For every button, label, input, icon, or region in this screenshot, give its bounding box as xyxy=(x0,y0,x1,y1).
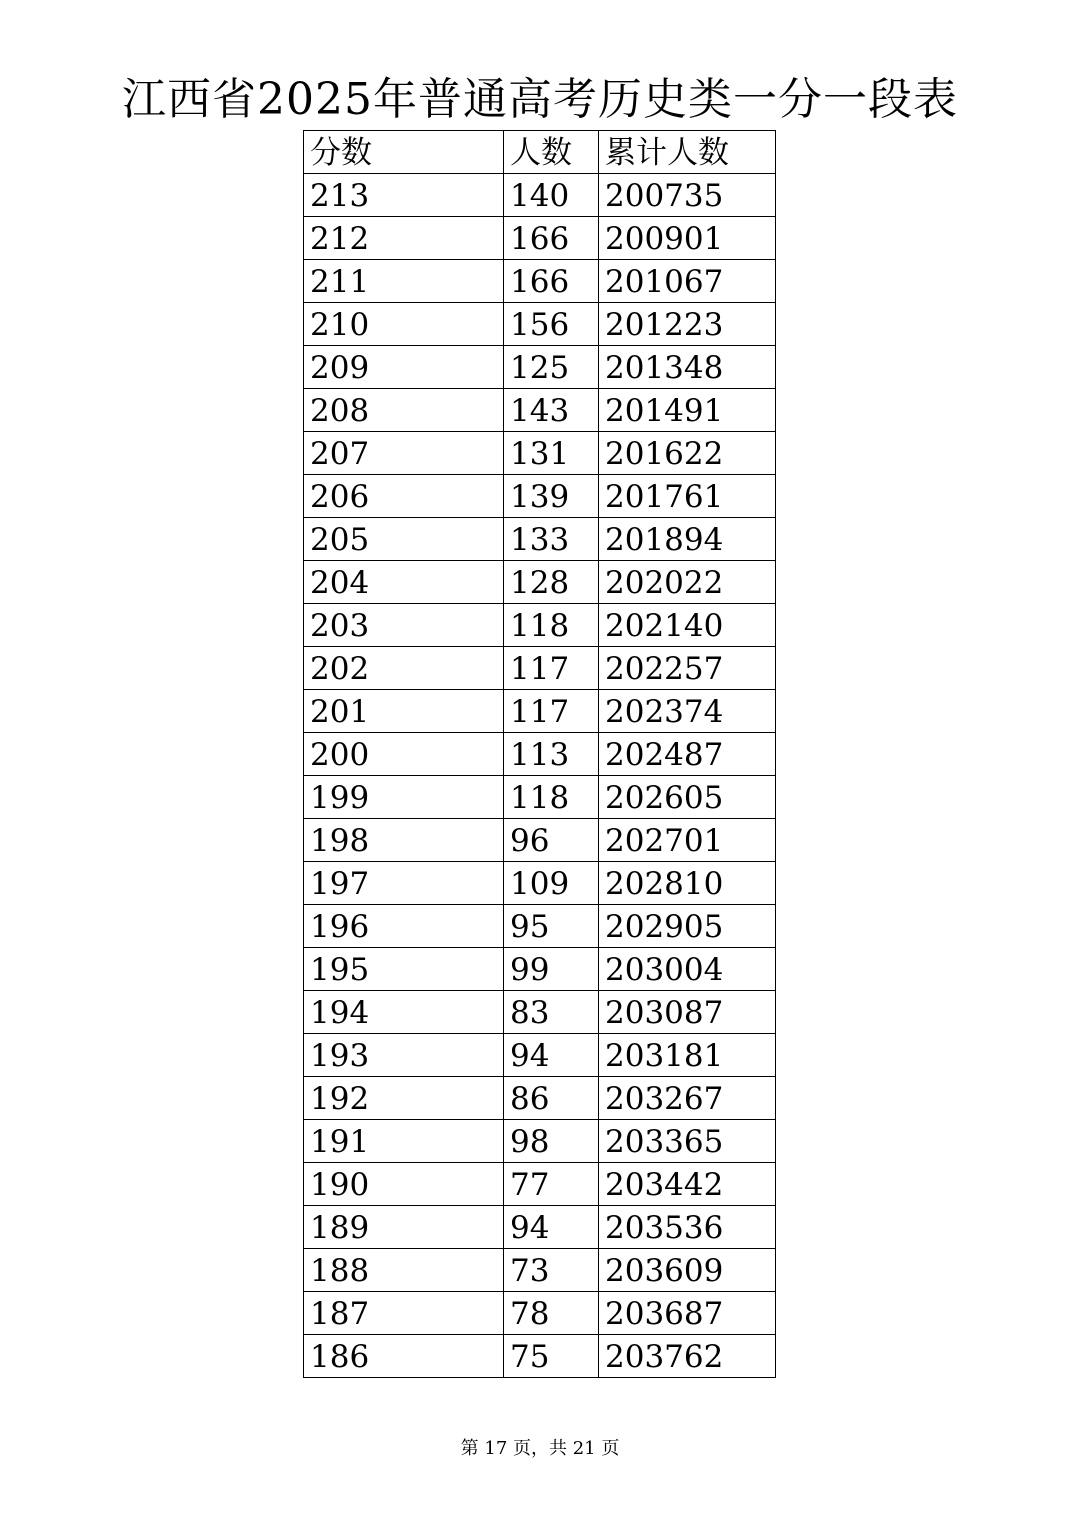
table-row xyxy=(304,819,776,862)
cell-count: 125 xyxy=(504,346,599,389)
cell-cumulative: 202605 xyxy=(599,776,776,819)
table-row xyxy=(304,1249,776,1292)
cell-cumulative: 203687 xyxy=(599,1292,776,1335)
cell-score: 213 xyxy=(304,174,504,217)
table-row xyxy=(304,862,776,905)
cell-count: 83 xyxy=(504,991,599,1034)
cell-count: 140 xyxy=(504,174,599,217)
page-footer: 第 17 页，共 21 页 xyxy=(460,1438,620,1459)
cell-count: 73 xyxy=(504,1249,599,1292)
cell-score: 200 xyxy=(304,733,504,776)
table-row xyxy=(304,518,776,561)
cell-count: 94 xyxy=(504,1206,599,1249)
table-row xyxy=(304,1335,776,1378)
table-row xyxy=(304,604,776,647)
cell-score: 194 xyxy=(304,991,504,1034)
header-cumulative: 累计人数 xyxy=(599,131,776,174)
cell-count: 166 xyxy=(504,217,599,260)
cell-score: 203 xyxy=(304,604,504,647)
cell-cumulative: 202487 xyxy=(599,733,776,776)
cell-score: 201 xyxy=(304,690,504,733)
cell-score: 189 xyxy=(304,1206,504,1249)
cell-score: 210 xyxy=(304,303,504,346)
cell-score: 205 xyxy=(304,518,504,561)
table-row xyxy=(304,432,776,475)
table-row xyxy=(304,991,776,1034)
cell-cumulative: 203762 xyxy=(599,1335,776,1378)
cell-count: 117 xyxy=(504,647,599,690)
cell-cumulative: 200901 xyxy=(599,217,776,260)
cell-cumulative: 201067 xyxy=(599,260,776,303)
cell-count: 78 xyxy=(504,1292,599,1335)
table-row xyxy=(304,647,776,690)
cell-count: 166 xyxy=(504,260,599,303)
table-row xyxy=(304,475,776,518)
cell-count: 96 xyxy=(504,819,599,862)
cell-score: 190 xyxy=(304,1163,504,1206)
cell-count: 128 xyxy=(504,561,599,604)
cell-score: 186 xyxy=(304,1335,504,1378)
cell-count: 131 xyxy=(504,432,599,475)
cell-count: 94 xyxy=(504,1034,599,1077)
cell-score: 197 xyxy=(304,862,504,905)
cell-score: 198 xyxy=(304,819,504,862)
cell-score: 206 xyxy=(304,475,504,518)
cell-score: 191 xyxy=(304,1120,504,1163)
cell-score: 195 xyxy=(304,948,504,991)
cell-cumulative: 203087 xyxy=(599,991,776,1034)
cell-score: 207 xyxy=(304,432,504,475)
score-table xyxy=(303,130,776,1378)
table-row xyxy=(304,1292,776,1335)
cell-count: 109 xyxy=(504,862,599,905)
cell-cumulative: 203181 xyxy=(599,1034,776,1077)
cell-count: 117 xyxy=(504,690,599,733)
cell-score: 209 xyxy=(304,346,504,389)
table-row xyxy=(304,733,776,776)
cell-score: 211 xyxy=(304,260,504,303)
cell-score: 196 xyxy=(304,905,504,948)
cell-cumulative: 200735 xyxy=(599,174,776,217)
cell-count: 95 xyxy=(504,905,599,948)
table-row xyxy=(304,561,776,604)
cell-cumulative: 203004 xyxy=(599,948,776,991)
cell-cumulative: 203609 xyxy=(599,1249,776,1292)
cell-score: 208 xyxy=(304,389,504,432)
page-title: 江西省2025年普通高考历史类一分一段表 xyxy=(122,74,958,125)
cell-count: 118 xyxy=(504,776,599,819)
table-row xyxy=(304,174,776,217)
cell-score: 187 xyxy=(304,1292,504,1335)
cell-cumulative: 202905 xyxy=(599,905,776,948)
cell-cumulative: 203536 xyxy=(599,1206,776,1249)
table-row xyxy=(304,690,776,733)
cell-count: 156 xyxy=(504,303,599,346)
cell-cumulative: 202810 xyxy=(599,862,776,905)
cell-score: 202 xyxy=(304,647,504,690)
table-row xyxy=(304,1120,776,1163)
cell-cumulative: 202701 xyxy=(599,819,776,862)
table-row xyxy=(304,1077,776,1120)
cell-score: 204 xyxy=(304,561,504,604)
table-row xyxy=(304,1163,776,1206)
table-row xyxy=(304,303,776,346)
table-row xyxy=(304,905,776,948)
header-score: 分数 xyxy=(304,131,504,174)
table-row xyxy=(304,217,776,260)
cell-score: 193 xyxy=(304,1034,504,1077)
cell-cumulative: 203267 xyxy=(599,1077,776,1120)
cell-cumulative: 202022 xyxy=(599,561,776,604)
cell-count: 118 xyxy=(504,604,599,647)
table-row xyxy=(304,1206,776,1249)
cell-count: 113 xyxy=(504,733,599,776)
table-row xyxy=(304,948,776,991)
table-row xyxy=(304,260,776,303)
cell-cumulative: 202257 xyxy=(599,647,776,690)
cell-cumulative: 203365 xyxy=(599,1120,776,1163)
cell-cumulative: 203442 xyxy=(599,1163,776,1206)
cell-cumulative: 202140 xyxy=(599,604,776,647)
cell-count: 139 xyxy=(504,475,599,518)
cell-cumulative: 202374 xyxy=(599,690,776,733)
cell-cumulative: 201348 xyxy=(599,346,776,389)
cell-count: 143 xyxy=(504,389,599,432)
cell-count: 86 xyxy=(504,1077,599,1120)
table-row xyxy=(304,776,776,819)
cell-count: 77 xyxy=(504,1163,599,1206)
table-row xyxy=(304,389,776,432)
table-body xyxy=(304,174,776,1378)
cell-count: 75 xyxy=(504,1335,599,1378)
cell-count: 98 xyxy=(504,1120,599,1163)
cell-cumulative: 201491 xyxy=(599,389,776,432)
cell-cumulative: 201622 xyxy=(599,432,776,475)
header-count: 人数 xyxy=(504,131,599,174)
cell-count: 99 xyxy=(504,948,599,991)
table-header-row xyxy=(304,131,776,174)
cell-score: 192 xyxy=(304,1077,504,1120)
cell-score: 188 xyxy=(304,1249,504,1292)
cell-score: 199 xyxy=(304,776,504,819)
cell-cumulative: 201894 xyxy=(599,518,776,561)
cell-cumulative: 201761 xyxy=(599,475,776,518)
cell-score: 212 xyxy=(304,217,504,260)
cell-cumulative: 201223 xyxy=(599,303,776,346)
table-row xyxy=(304,346,776,389)
cell-count: 133 xyxy=(504,518,599,561)
table-row xyxy=(304,1034,776,1077)
